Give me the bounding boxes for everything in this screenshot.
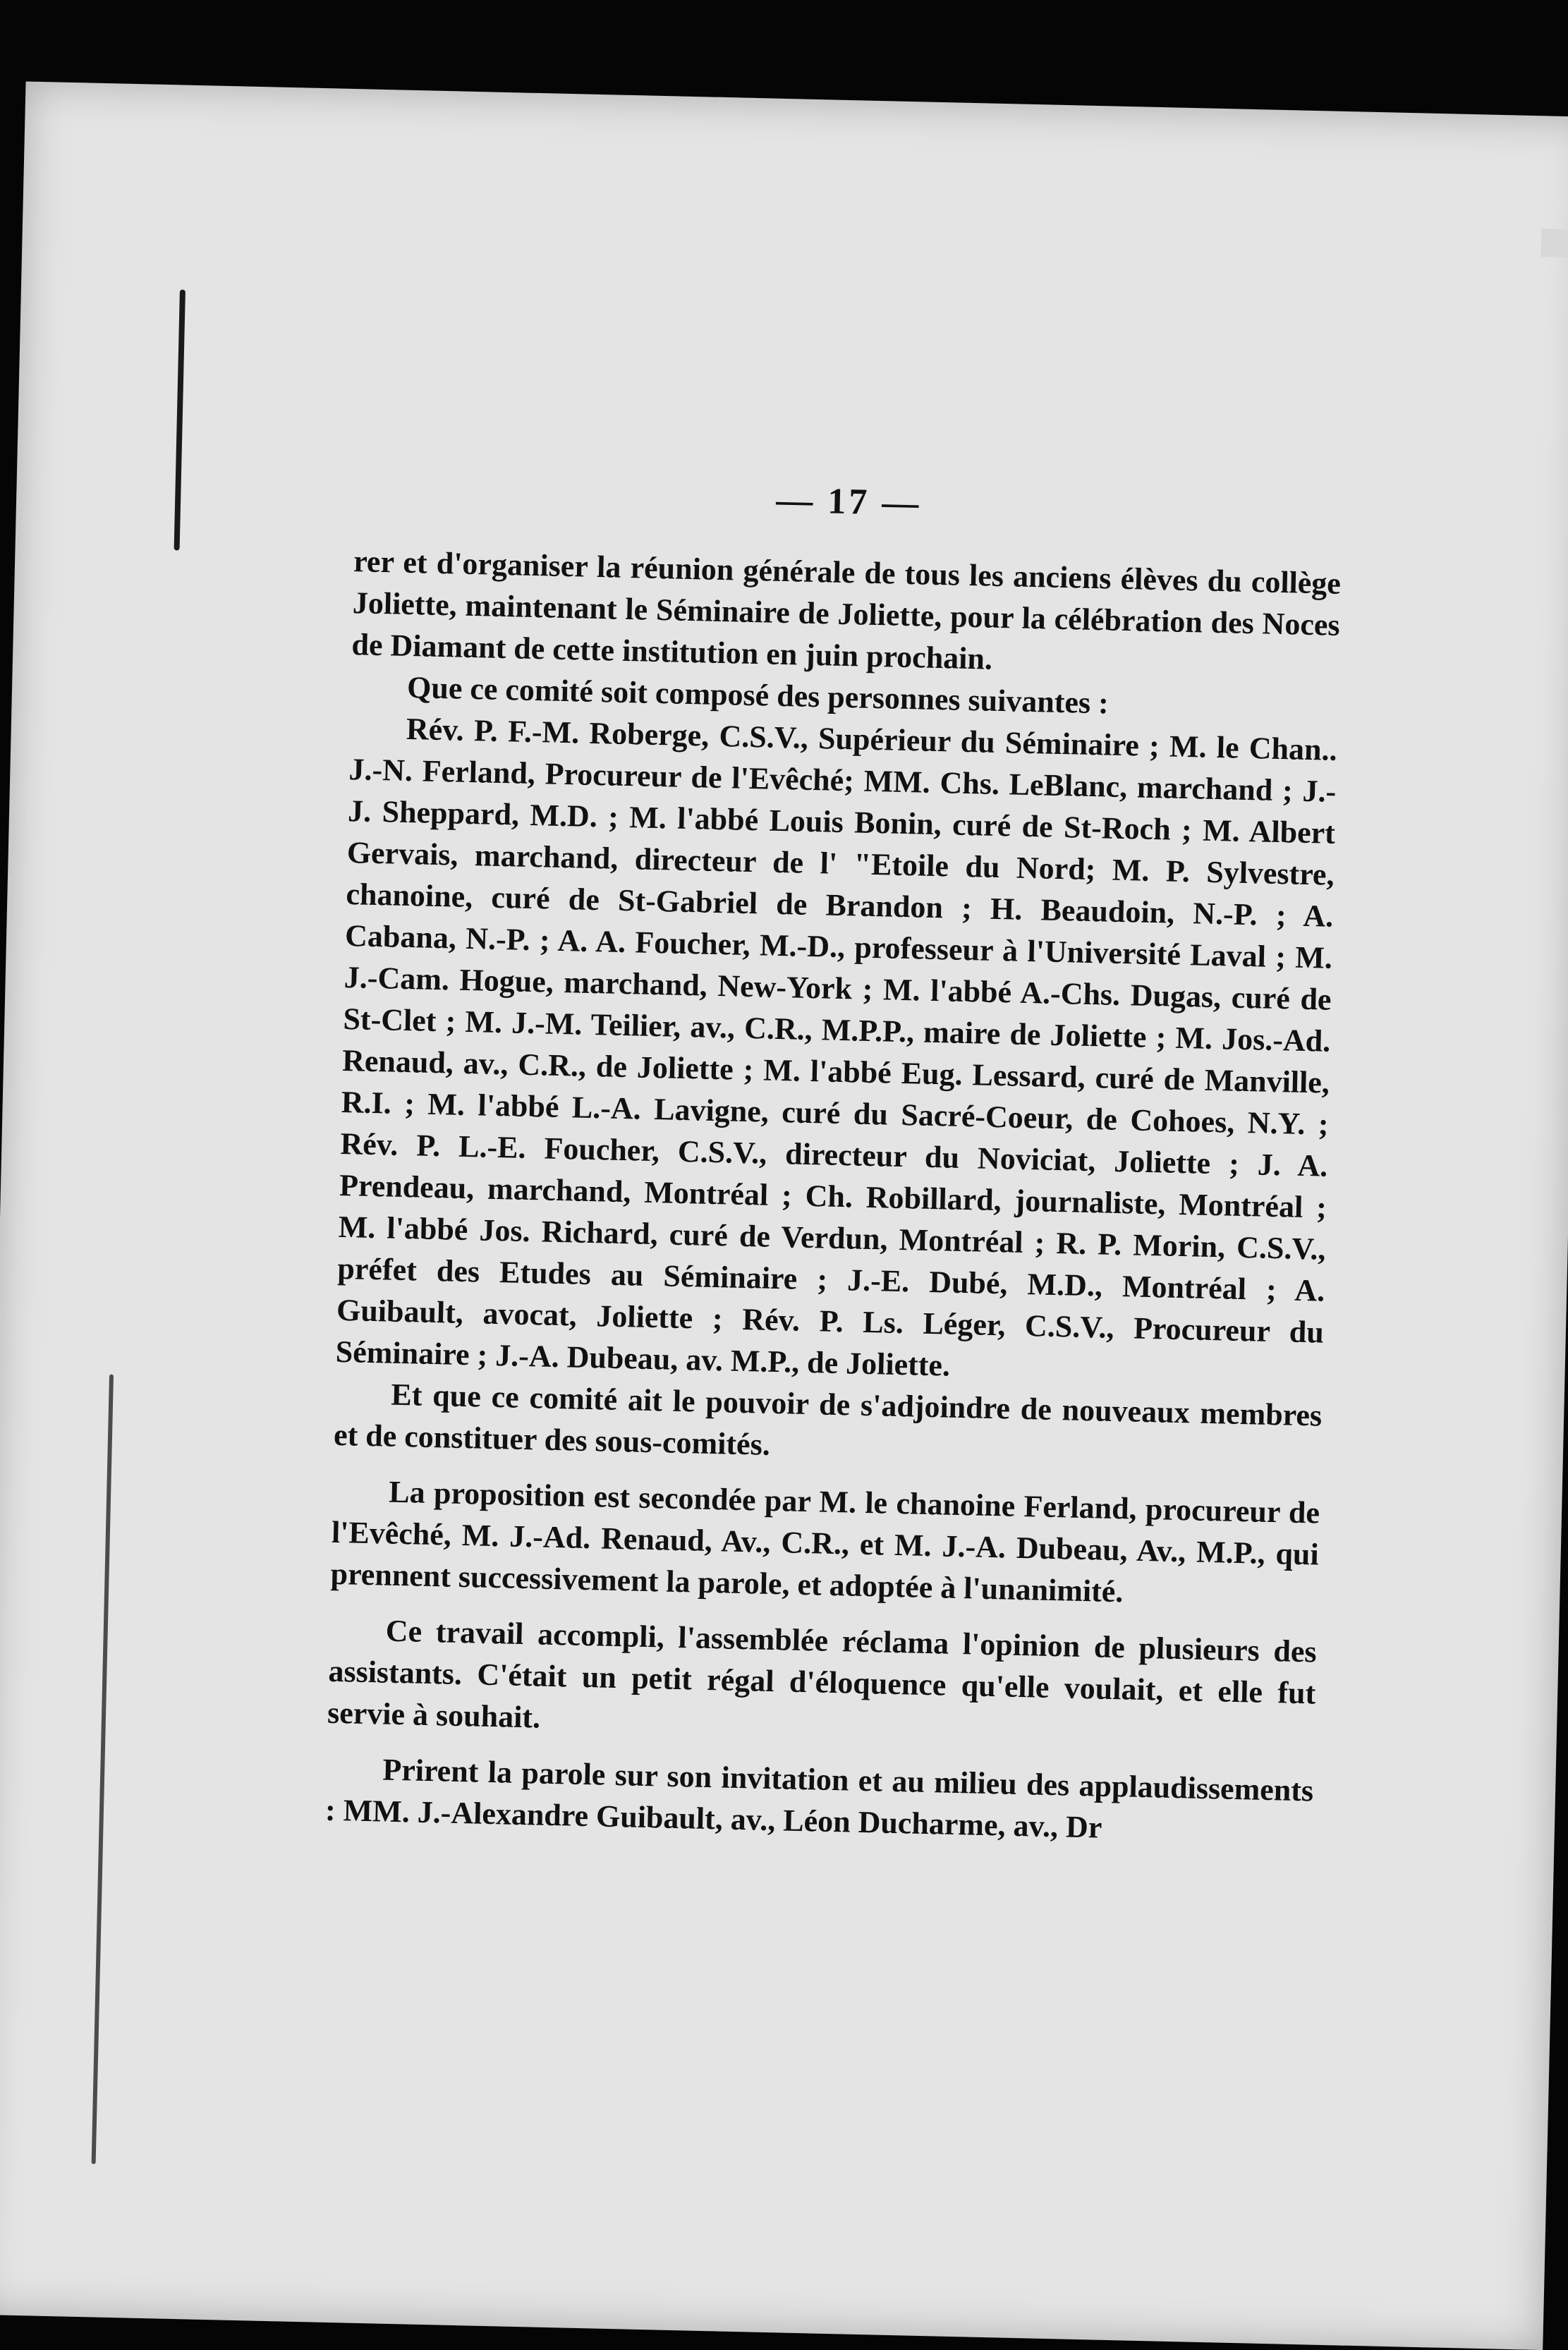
paragraph-assembly-opinion: Ce travail accompli, l'assemblée réclama l'opinion de plusieurs des assistants. C'était un petit régal d'éloquence qu'elle voulait, et elle fut servie à souhait.: [327, 1613, 1318, 1735]
paragraph-speakers: Prirent la parole sur son invitation et au milieu des applaudissements : MM. J.-Alexandre Guibault, av., Léon Ducharme, av., Dr: [324, 1752, 1314, 1845]
binding-mark-top: [174, 289, 186, 550]
page-number: — 17 —: [775, 480, 922, 524]
page-edge-strip: [1540, 229, 1568, 258]
scanned-page: [0, 81, 1568, 2350]
paragraph-continued: rer et d'organiser la réunion générale de tous les anciens élèves du collège Joliette, maintenant le Séminaire de Joliette, pour la célébration des Noces de Diamant de cette institution en juin prochain.: [351, 544, 1342, 676]
paragraph-proposal-seconded: La proposition est secondée par M. le chanoine Ferland, procureur de l'Evêché, M. J.-Ad. Renaud, Av., C.R., et M. J.-A. Dubeau, Av., M.P., qui prennent successivement la parole, et adoptée à l'unanimité.: [330, 1474, 1320, 1609]
page-content: [324, 470, 1342, 1853]
binding-mark-bottom: [92, 1375, 114, 2165]
paragraph-committee-powers: Et que ce comité ait le pouvoir de s'adjoindre de nouveaux membres et de constituer des sous-comités.: [333, 1377, 1323, 1462]
paragraph-committee-members: Rév. P. F.-M. Roberge, C.S.V., Supérieur du Séminaire ; M. le Chan.. J.-N. Ferland, Procureur de l'Evêché; MM. Chs. LeBlanc, marchand ; J.-J. Sheppard, M.D. ; M. l'abbé Louis Bonin, curé de St-Roch ; M. Albert Gervais, marchand, directeur de l' "Etoile du Nord; M. P. Sylvestre, chanoine, curé de St-Gabriel de Brandon ; H. Beaudoin, N.-P. ; A. Cabana, N.-P. ; A. A. Foucher, M.-D., professeur à l'Université Laval ; M. J.-Cam. Hogue, marchand, New-York ; M. l'abbé A.-Chs. Dugas, curé de St-Clet ; M. J.-M. Teilier, av., C.R., M.P.P., maire de Joliette ; M. Jos.-Ad. Renaud, av., C.R., de Joliette ; M. l'abbé Eug. Lessard, curé de Manville, R.I. ; M. l'abbé L.-A. Lavigne, curé du Sacré-Coeur, de Cohoes, N.Y. ; Rév. P. L.-E. Foucher, C.S.V., directeur du Noviciat, Joliette ; J. A. Prendeau, marchand, Montréal ; Ch. Robillard, journaliste, Montréal ; M. l'abbé Jos. Richard, curé de Verdun, Montréal ; R. P. Morin, C.S.V., préfet des Etudes au Séminaire ; J.-E. Dubé, M.D., Montréal ; A. Guibault, avocat, Joliette ; Rév. P. Ls. Léger, C.S.V., Procureur du Séminaire ; J.-A. Dubeau, av. M.P., de Joliette.: [335, 711, 1338, 1383]
paragraph-committee-intro: Que ce comité soit composé des personnes suivantes :: [406, 669, 1110, 721]
